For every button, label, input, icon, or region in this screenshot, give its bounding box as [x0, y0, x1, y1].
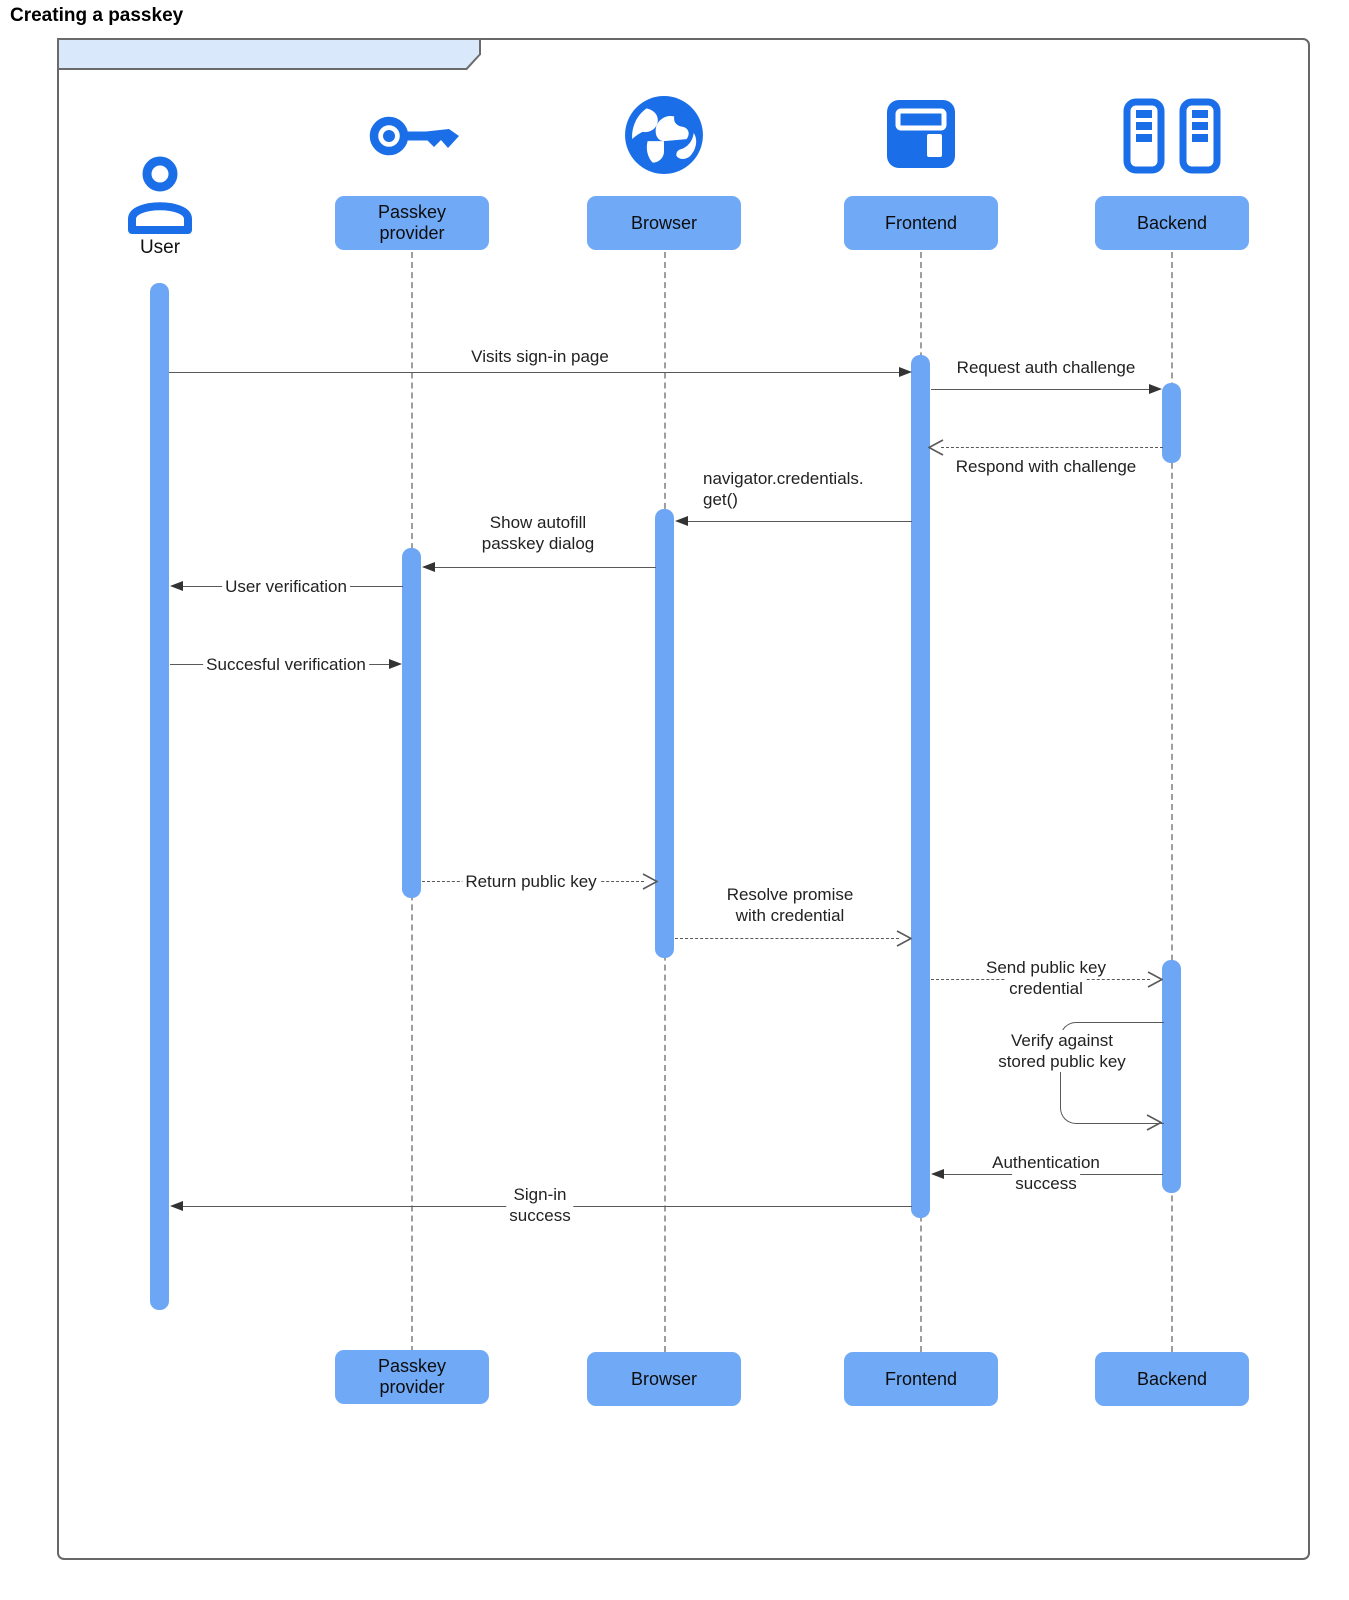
activation-bar-backend-1: [1162, 383, 1181, 463]
activation-bar-browser: [655, 509, 674, 958]
message-label-show-autofill: Show autofill passkey dialog: [479, 512, 597, 554]
browser-window-icon: [887, 100, 955, 168]
actor-label-user: User: [139, 237, 181, 258]
actor-box-passkey-provider: Passkey provider: [335, 196, 489, 250]
activation-bar-backend-2: [1162, 960, 1181, 1193]
actor-box-frontend-bottom: Frontend: [844, 1352, 998, 1406]
message-label-resolve-promise: Resolve promise with credential: [724, 884, 857, 926]
arrowhead-icon: [899, 367, 912, 377]
arrowhead-icon: [389, 659, 402, 669]
message-line-show-autofill: [435, 567, 656, 568]
message-label-signin-success: Sign-in success: [506, 1184, 573, 1226]
message-label-successful-verification: Succesful verification: [203, 654, 369, 675]
message-label-return-public-key: Return public key: [462, 871, 599, 892]
diagram-title: Creating a passkey: [10, 5, 184, 26]
diagram-title-tab: [57, 38, 481, 70]
actor-box-frontend: Frontend: [844, 196, 998, 250]
open-arrowhead-icon: [642, 873, 658, 890]
actor-box-passkey-provider-bottom: Passkey provider: [335, 1350, 489, 1404]
activation-bar-frontend: [911, 355, 930, 1218]
arrowhead-icon: [170, 581, 183, 591]
diagram-frame: [57, 38, 1310, 1560]
message-label-send-public-key: Send public key credential: [983, 957, 1109, 999]
message-line-navigator-get: [688, 521, 912, 522]
message-label-navigator-get: navigator.credentials. get(): [700, 468, 867, 510]
key-icon: [364, 108, 460, 162]
arrowhead-icon: [170, 1201, 183, 1211]
actor-box-browser-bottom: Browser: [587, 1352, 741, 1406]
message-label-request-challenge: Request auth challenge: [954, 357, 1139, 378]
arrowhead-icon: [675, 516, 688, 526]
message-line-request-challenge: [931, 389, 1149, 390]
message-line-respond-challenge: [941, 447, 1163, 448]
open-arrowhead-icon: [1147, 971, 1163, 988]
message-line-resolve-promise: [675, 938, 899, 939]
actor-box-backend: Backend: [1095, 196, 1249, 250]
message-label-verify-stored: Verify against stored public key: [995, 1030, 1129, 1072]
arrowhead-icon: [422, 562, 435, 572]
person-icon: [122, 156, 198, 238]
open-arrowhead-icon: [928, 439, 944, 456]
open-arrowhead-icon: [1146, 1114, 1162, 1131]
activation-bar-passkey-provider: [402, 548, 421, 898]
arrowhead-icon: [1149, 384, 1162, 394]
servers-icon: [1123, 98, 1221, 174]
globe-icon: [623, 94, 705, 176]
message-label-visits-signin: Visits sign-in page: [468, 346, 612, 367]
actor-box-browser: Browser: [587, 196, 741, 250]
message-line-visits-signin: [169, 372, 899, 373]
message-label-respond-challenge: Respond with challenge: [953, 456, 1140, 477]
message-label-auth-success: Authentication success: [989, 1152, 1103, 1194]
open-arrowhead-icon: [896, 930, 912, 947]
arrowhead-icon: [931, 1169, 944, 1179]
message-label-user-verification: User verification: [222, 576, 350, 597]
activation-bar-user: [150, 283, 169, 1310]
actor-box-backend-bottom: Backend: [1095, 1352, 1249, 1406]
